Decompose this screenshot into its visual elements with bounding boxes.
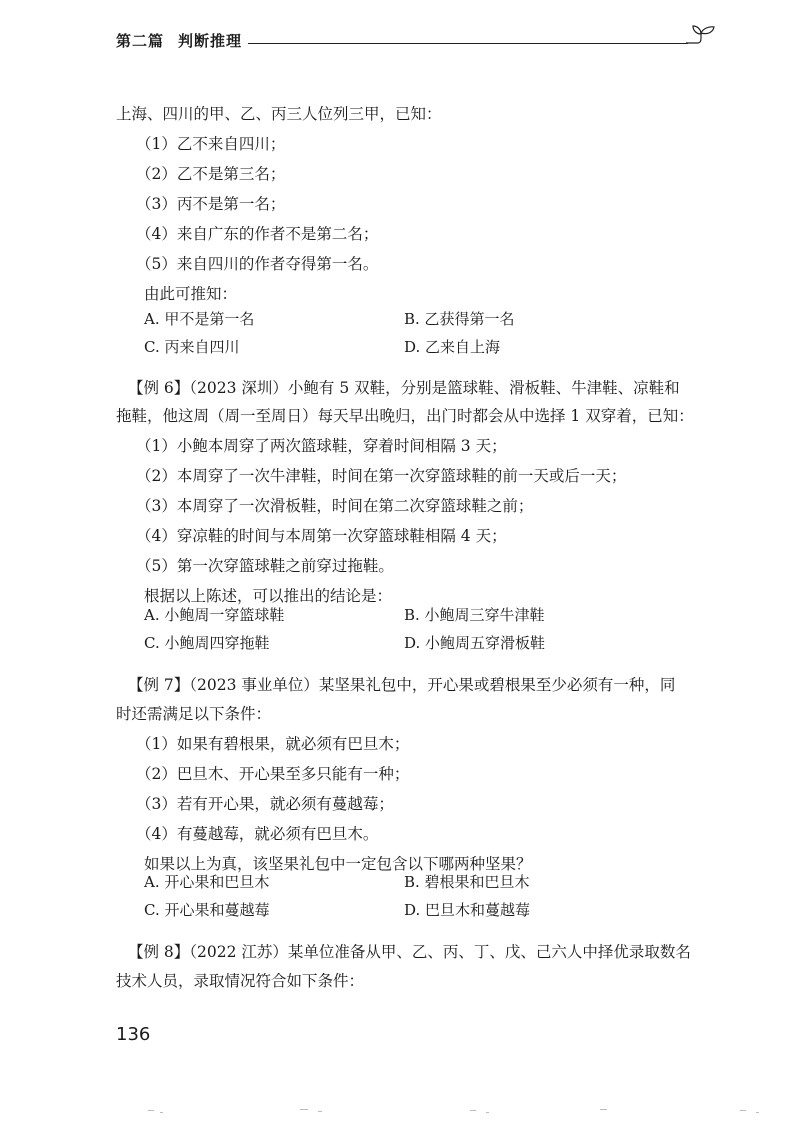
example6-stem-line1: 【例 6】（2023 深圳）小鲍有 5 双鞋，分别是篮球鞋、滑板鞋、牛津鞋、凉鞋和 bbox=[128, 379, 680, 397]
scan-noise-decoration bbox=[0, 1098, 800, 1128]
example7-stem-line1: 【例 7】（2023 事业单位）某坚果礼包中，开心果或碧根果至少必须有一种，同 bbox=[128, 676, 676, 694]
example6-option-b: B. 小鲍周三穿牛津鞋 bbox=[404, 606, 545, 624]
example7-condition-4: （4）有蔓越莓，就必须有巴旦木。 bbox=[136, 825, 379, 843]
intro-option-d: D. 乙来自上海 bbox=[404, 338, 501, 356]
example6-condition-1: （1）小鲍本周穿了两次篮球鞋，穿着时间相隔 3 天； bbox=[136, 437, 507, 455]
intro-condition-1: （1）乙不来自四川； bbox=[136, 135, 286, 153]
intro-option-b: B. 乙获得第一名 bbox=[404, 310, 515, 328]
intro-condition-5: （5）来自四川的作者夺得第一名。 bbox=[136, 255, 379, 273]
sprout-icon bbox=[684, 24, 716, 50]
example6-condition-5: （5）第一次穿篮球鞋之前穿过拖鞋。 bbox=[136, 557, 394, 575]
header-section: 判断推理 bbox=[178, 32, 243, 50]
intro-condition-3: （3）丙不是第一名； bbox=[136, 195, 286, 213]
example6-condition-4: （4）穿凉鞋的时间与本周第一次穿篮球鞋相隔 4 天； bbox=[136, 527, 507, 545]
example6-option-d: D. 小鲍周五穿滑板鞋 bbox=[404, 634, 546, 652]
example7-condition-1: （1）如果有碧根果，就必须有巴旦木； bbox=[136, 735, 410, 753]
example6-option-c: C. 小鲍周四穿拖鞋 bbox=[144, 634, 270, 652]
intro-option-a: A. 甲不是第一名 bbox=[144, 310, 255, 328]
example7-condition-3: （3）若有开心果，就必须有蔓越莓； bbox=[136, 795, 394, 813]
example7-option-d: D. 巴旦木和蔓越莓 bbox=[404, 901, 531, 919]
example6-question: 根据以上陈述，可以推出的结论是： bbox=[144, 587, 393, 605]
example7-stem-line2: 时还需满足以下条件： bbox=[116, 705, 272, 723]
example8-stem-line2: 技术人员，录取情况符合如下条件： bbox=[116, 972, 365, 990]
running-header bbox=[116, 26, 716, 56]
page-number: 136 bbox=[116, 1024, 151, 1045]
example7-condition-2: （2）巴旦木、开心果至多只能有一种； bbox=[136, 765, 410, 783]
header-title bbox=[116, 30, 242, 51]
intro-condition-4: （4）来自广东的作者不是第二名； bbox=[136, 225, 379, 243]
intro-stem: 上海、四川的甲、乙、丙三人位列三甲，已知： bbox=[116, 105, 442, 123]
example7-option-c: C. 开心果和蔓越莓 bbox=[144, 901, 270, 919]
example7-question: 如果以上为真，该坚果礼包中一定包含以下哪两种坚果？ bbox=[144, 855, 532, 873]
intro-question: 由此可推知： bbox=[144, 285, 238, 303]
example7-option-b: B. 碧根果和巴旦木 bbox=[404, 873, 530, 891]
example6-condition-3: （3）本周穿了一次滑板鞋，时间在第二次穿篮球鞋之前； bbox=[136, 497, 534, 515]
example7-option-a: A. 开心果和巴旦木 bbox=[144, 873, 270, 891]
example6-option-a: A. 小鲍周一穿篮球鞋 bbox=[144, 606, 285, 624]
example6-condition-2: （2）本周穿了一次牛津鞋，时间在第一次穿篮球鞋的前一天或后一天； bbox=[136, 467, 627, 485]
intro-option-c: C. 丙来自四川 bbox=[144, 338, 240, 356]
header-rule bbox=[248, 43, 688, 44]
example6-stem-line2: 拖鞋，他这周（周一至周日）每天早出晚归，出门时都会从中选择 1 双穿着，已知： bbox=[116, 407, 694, 425]
example8-stem-line1: 【例 8】（2022 江苏）某单位准备从甲、乙、丙、丁、戊、己六人中择优录取数名 bbox=[128, 943, 691, 961]
header-part: 第二篇 bbox=[116, 32, 165, 50]
intro-condition-2: （2）乙不是第三名； bbox=[136, 165, 286, 183]
